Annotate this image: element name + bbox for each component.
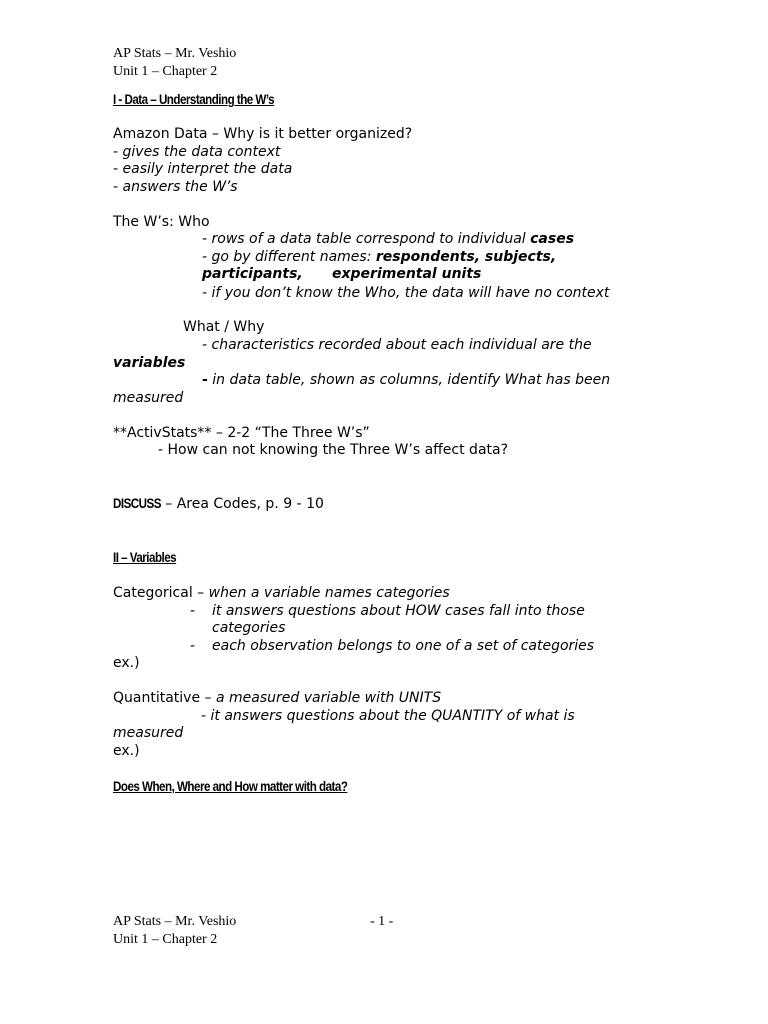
section-2-heading: II – Variables <box>113 550 177 565</box>
quantitative-example: ex.) <box>113 743 140 759</box>
participants-term: participants, <box>202 266 303 282</box>
categorical-label: Categorical – <box>113 585 209 601</box>
who-names-line-2 <box>202 266 303 282</box>
footer-course: AP Stats – Mr. Veshio <box>113 914 237 929</box>
amazon-point: - gives the data context <box>113 144 281 160</box>
what-measured: measured <box>113 390 184 406</box>
closing-question-mark: ? <box>340 779 348 794</box>
who-context: - if you don’t know the Who, the data will have no context <box>202 285 610 301</box>
page-number: - 1 - <box>370 914 394 929</box>
amazon-question: Amazon Data – Why is it better organized? <box>113 126 413 142</box>
variables-term: variables <box>113 355 186 371</box>
quantitative-line <box>113 690 441 706</box>
who-rows-text: - rows of a data table correspond to individual <box>202 231 531 247</box>
categorical-line <box>113 585 450 601</box>
header-unit: Unit 1 – Chapter 2 <box>113 64 218 79</box>
what-why-label: What / Why <box>183 319 265 335</box>
discuss-line <box>113 496 324 512</box>
quantitative-point-b: measured <box>113 725 184 741</box>
who-rows-line <box>202 231 574 247</box>
discuss-text: – Area Codes, p. 9 - 10 <box>160 496 324 512</box>
categorical-dash: - <box>190 603 196 619</box>
categorical-dash: - <box>190 638 196 654</box>
who-names-line-3 <box>332 266 481 282</box>
ws-who-label: The W’s: Who <box>113 214 210 230</box>
what-columns-text: in data table, shown as columns, identify What has been <box>207 372 611 388</box>
who-names-text: - go by different names: <box>202 249 376 265</box>
what-columns-line <box>202 372 610 388</box>
quantitative-point-a: - it answers questions about the QUANTITY of what is <box>201 708 575 724</box>
categorical-definition: when a variable names categories <box>208 585 450 601</box>
columns-dash: - <box>202 372 208 388</box>
activstats-question: - How can not knowing the Three W’s affect data? <box>158 442 509 458</box>
header-course: AP Stats – Mr. Veshio <box>113 46 237 61</box>
what-characteristics: - characteristics recorded about each individual are the <box>202 337 592 353</box>
categorical-example: ex.) <box>113 655 140 671</box>
amazon-point: - easily interpret the data <box>113 161 293 177</box>
categorical-point-1b: categories <box>212 620 286 636</box>
closing-question-text: Does When, Where and How matter with data <box>113 779 341 794</box>
categorical-point-2: each observation belongs to one of a set of categories <box>212 638 595 654</box>
cases-term: cases <box>530 231 575 247</box>
variables-line <box>113 355 185 371</box>
who-names-line <box>202 249 556 265</box>
categorical-point-1a: it answers questions about HOW cases fall into those <box>212 603 585 619</box>
section-1-heading: I - Data – Understanding the W’s <box>113 92 275 107</box>
discuss-label: DISCUSS <box>113 496 161 511</box>
activstats-line: **ActivStats** – 2-2 “The Three W’s” <box>113 425 370 441</box>
amazon-point: - answers the W’s <box>113 179 238 195</box>
footer-unit: Unit 1 – Chapter 2 <box>113 932 218 947</box>
closing-question <box>113 779 347 794</box>
names-terms: respondents, subjects, <box>375 249 557 265</box>
quantitative-label: Quantitative – <box>113 690 216 706</box>
quantitative-definition: a measured variable with UNITS <box>215 690 442 706</box>
experimental-units-term: experimental units <box>332 266 482 282</box>
